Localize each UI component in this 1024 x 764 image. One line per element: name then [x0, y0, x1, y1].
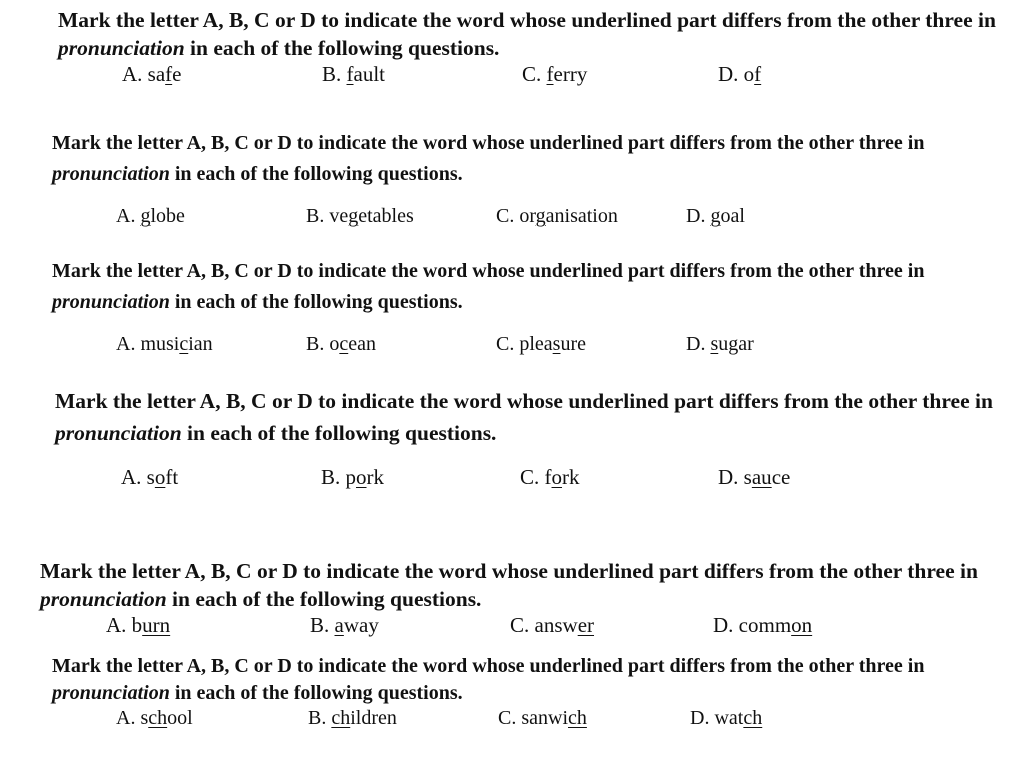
option-a[interactable]: A. soft: [121, 465, 179, 489]
option-b[interactable]: B. ocean: [306, 333, 376, 355]
option-b[interactable]: B. fault: [322, 62, 386, 86]
answer-options: [58, 62, 998, 88]
answer-options: [40, 613, 1000, 639]
option-d[interactable]: D. common: [713, 613, 813, 637]
question-block-2: [52, 128, 992, 231]
option-c[interactable]: C. ferry: [522, 62, 588, 86]
question-block-3: [52, 256, 992, 359]
answer-options: [52, 205, 992, 231]
question-instruction: Mark the letter A, B, C or D to indicate the word whose underlined part differs from the other three in pronunciation in each of the following questions.: [40, 559, 978, 611]
question-instruction: Mark the letter A, B, C or D to indicate the word whose underlined part differs from the other three in pronunciation in each of the following questions.: [52, 132, 925, 185]
question-instruction: Mark the letter A, B, C or D to indicate the word whose underlined part differs from the other three in pronunciation in each of the following questions.: [58, 8, 996, 60]
question-instruction: Mark the letter A, B, C or D to indicate the word whose underlined part differs from the other three in pronunciation in each of the following questions.: [52, 655, 925, 704]
question-block-6: [52, 653, 992, 733]
question-instruction: Mark the letter A, B, C or D to indicate the word whose underlined part differs from the other three in pronunciation in each of the following questions.: [55, 389, 993, 445]
option-c[interactable]: C. organisation: [496, 205, 618, 227]
option-a[interactable]: A. musician: [116, 333, 213, 355]
option-c[interactable]: C. pleasure: [496, 333, 586, 355]
question-block-5: [40, 557, 1000, 639]
option-a[interactable]: A. safe: [122, 62, 182, 86]
option-d[interactable]: D. sauce: [718, 465, 791, 489]
option-c[interactable]: C. sanwich: [498, 707, 587, 729]
option-c[interactable]: C. answer: [510, 613, 595, 637]
option-a[interactable]: A. globe: [116, 205, 185, 227]
option-b[interactable]: B. away: [310, 613, 379, 637]
question-instruction: Mark the letter A, B, C or D to indicate the word whose underlined part differs from the other three in pronunciation in each of the following questions.: [52, 260, 925, 313]
question-block-1: [58, 6, 998, 88]
option-a[interactable]: A. burn: [106, 613, 171, 637]
option-b[interactable]: B. children: [308, 707, 397, 729]
option-b[interactable]: B. pork: [321, 465, 385, 489]
option-c[interactable]: C. fork: [520, 465, 580, 489]
answer-options: [52, 707, 992, 733]
option-d[interactable]: D. watch: [690, 707, 763, 729]
option-d[interactable]: D. goal: [686, 205, 745, 227]
option-a[interactable]: A. school: [116, 707, 193, 729]
option-d[interactable]: D. of: [718, 62, 762, 86]
answer-options: [55, 465, 1015, 491]
answer-options: [52, 333, 992, 359]
option-b[interactable]: B. vegetables: [306, 205, 414, 227]
question-block-4: [55, 385, 1015, 491]
option-d[interactable]: D. sugar: [686, 333, 754, 355]
